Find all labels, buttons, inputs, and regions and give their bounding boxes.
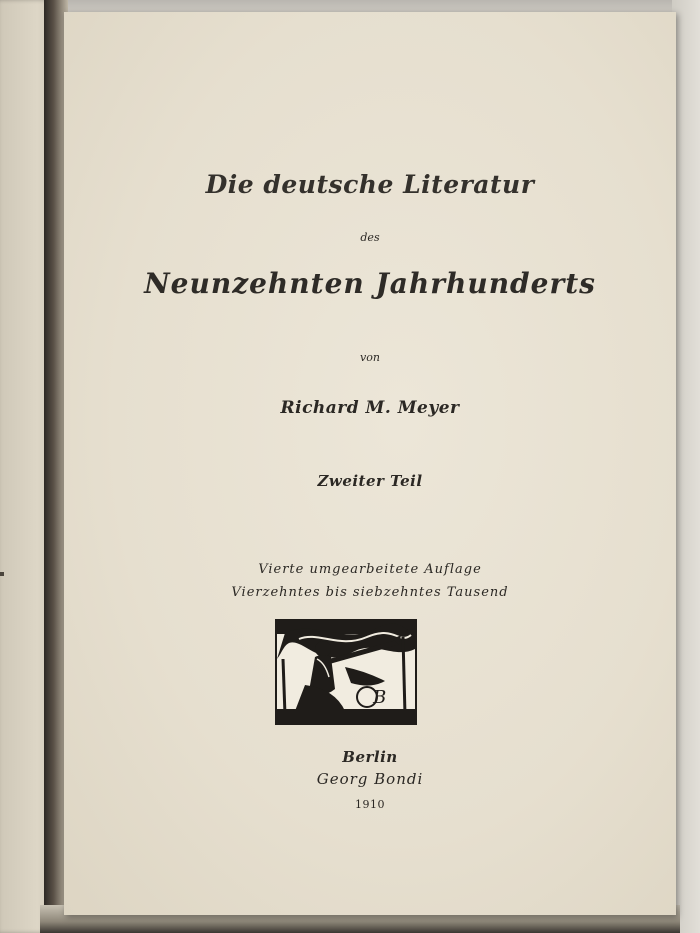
title-line-1: Die deutsche Literatur — [205, 170, 535, 199]
publisher-name: Georg Bondi — [316, 770, 424, 788]
publication-city: Berlin — [342, 748, 398, 766]
left-page-mark — [0, 572, 4, 576]
edition-line-2: Vierzehntes bis siebzehntes Tausend — [231, 585, 509, 600]
background-right — [672, 0, 700, 933]
connector-des: des — [360, 231, 380, 244]
publisher-vignette-icon — [275, 619, 417, 725]
edition-line-1: Vierte umgearbeitete Auflage — [258, 562, 482, 577]
part-label: Zweiter Teil — [317, 472, 423, 490]
title-line-2: Neunzehnten Jahrhunderts — [144, 267, 596, 300]
author-name: Richard M. Meyer — [280, 398, 460, 418]
vignette-monogram: B — [373, 687, 387, 708]
publication-year: 1910 — [355, 798, 385, 811]
connector-von: von — [360, 351, 380, 364]
title-page — [64, 12, 676, 915]
